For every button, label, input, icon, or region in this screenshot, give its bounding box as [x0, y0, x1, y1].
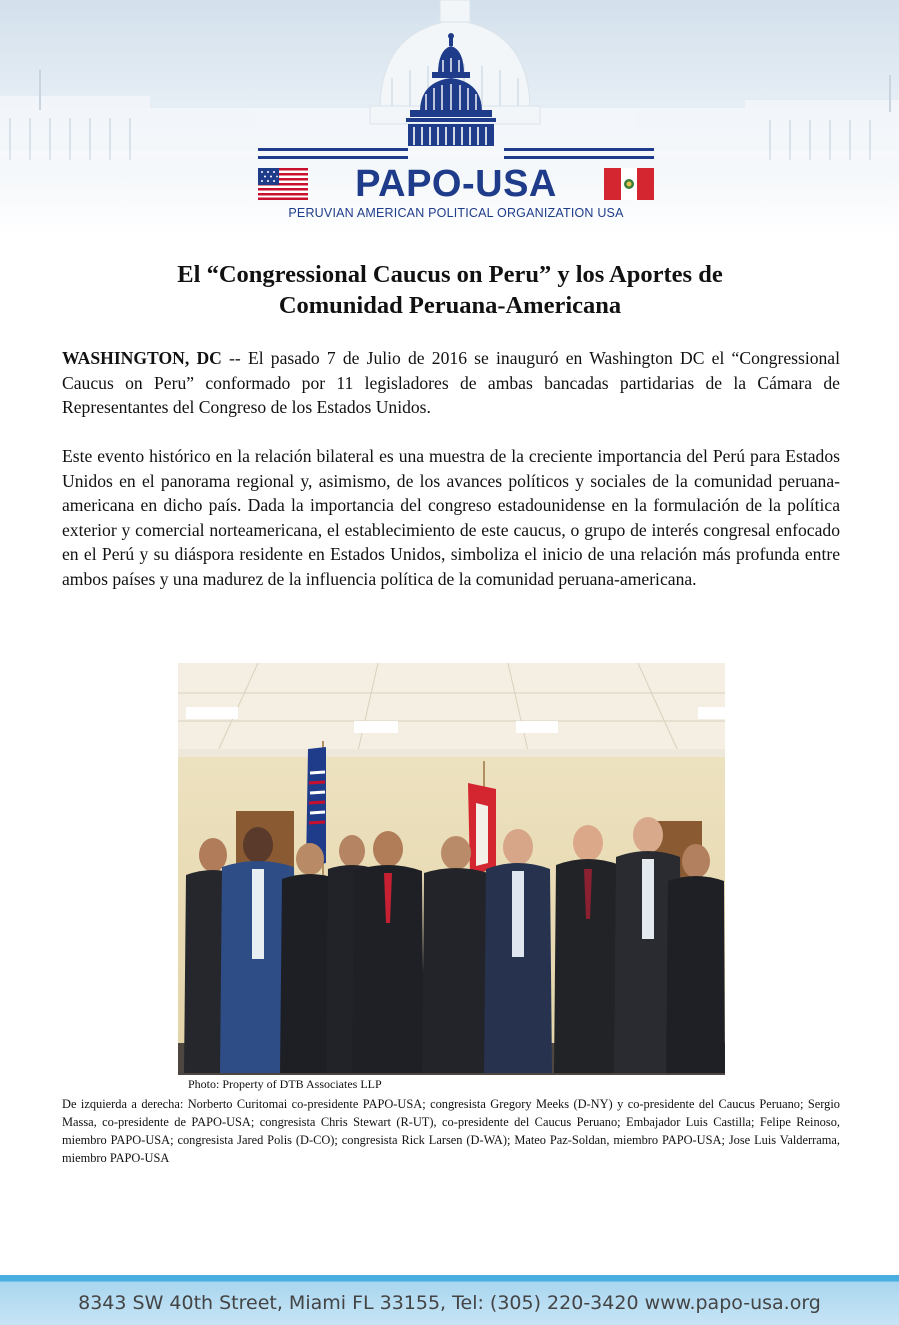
peru-flag-icon: [604, 168, 654, 200]
papo-usa-logo: [258, 148, 654, 228]
article-title: [60, 259, 840, 321]
photo-caption: De izquierda a derecha: Norberto Curitomai co-presidente PAPO-USA; congresista Gregory Meeks (D-NY) y co-presidente del Caucus Peruano; Sergio Massa, co-presidente de PAPO-USA; congresista Chris Stewart (R-UT), co-presidente del Caucus Peruano; Embajador Luis Castilla; Felipe Reinoso, miembro PAPO-USA; congresista Jared Polis (D-CO); congresista Rick Larsen (D-WA); Mateo Paz-Soldan, miembro PAPO-USA; Jose Luis Valderrama, miembro PAPO-USA: [62, 1097, 840, 1165]
group-photo-illustration: [178, 663, 725, 1075]
letterhead: [0, 0, 899, 235]
logo-wordmark: PAPO-USA: [355, 163, 557, 205]
paragraph-1-text: -- El pasado 7 de Julio de 2016 se inauguró en Washington DC el “Congressional Caucus on Peru” conformado por 11 legisladores de ambas bancadas partidarias de la Cámara de Representantes del Congreso de los Estados Unidos.: [62, 348, 841, 417]
group-photo: [178, 663, 725, 1075]
logo-rule-left-2: [258, 156, 408, 159]
paragraph-1: [62, 346, 840, 420]
logo-rule-right-2: [504, 156, 654, 159]
dateline: WASHINGTON, DC: [62, 348, 222, 368]
footer-bar: [0, 1275, 899, 1325]
title-line-2: Comunidad Peruana-Americana: [278, 292, 622, 319]
title-line-1: El “Congressional Caucus on Peru” y los Aportes de: [177, 261, 723, 288]
logo-rule-right: [504, 148, 654, 151]
paragraph-2: Este evento histórico en la relación bilateral es una muestra de la creciente importancia del Perú para Estados Unidos en el panorama regional y, asimismo, de los avances políticos y sociales de la comunidad peruana-americana en dicho país. Dada la importancia del congreso estadounidense en la formulación de la política exterior y comercial norteamericana, el establecimiento de este caucus, o grupo de interés congresal enfocado en el Perú y su diáspora residente en Estados Unidos, simboliza el inicio de una relación más profunda entre ambos países y una madurez de la influencia política de la comunidad peruana-americana.: [62, 446, 840, 589]
footer-contact: 8343 SW 40th Street, Miami FL 33155, Tel: (305) 220-3420 www.papo-usa.org: [78, 1292, 821, 1314]
logo-subtitle: PERUVIAN AMERICAN POLITICAL ORGANIZATION USA: [288, 206, 624, 220]
photo-credit: Photo: Property of DTB Associates LLP: [188, 1077, 382, 1091]
us-flag-icon: [258, 168, 308, 200]
logo-rule-left: [258, 148, 408, 151]
